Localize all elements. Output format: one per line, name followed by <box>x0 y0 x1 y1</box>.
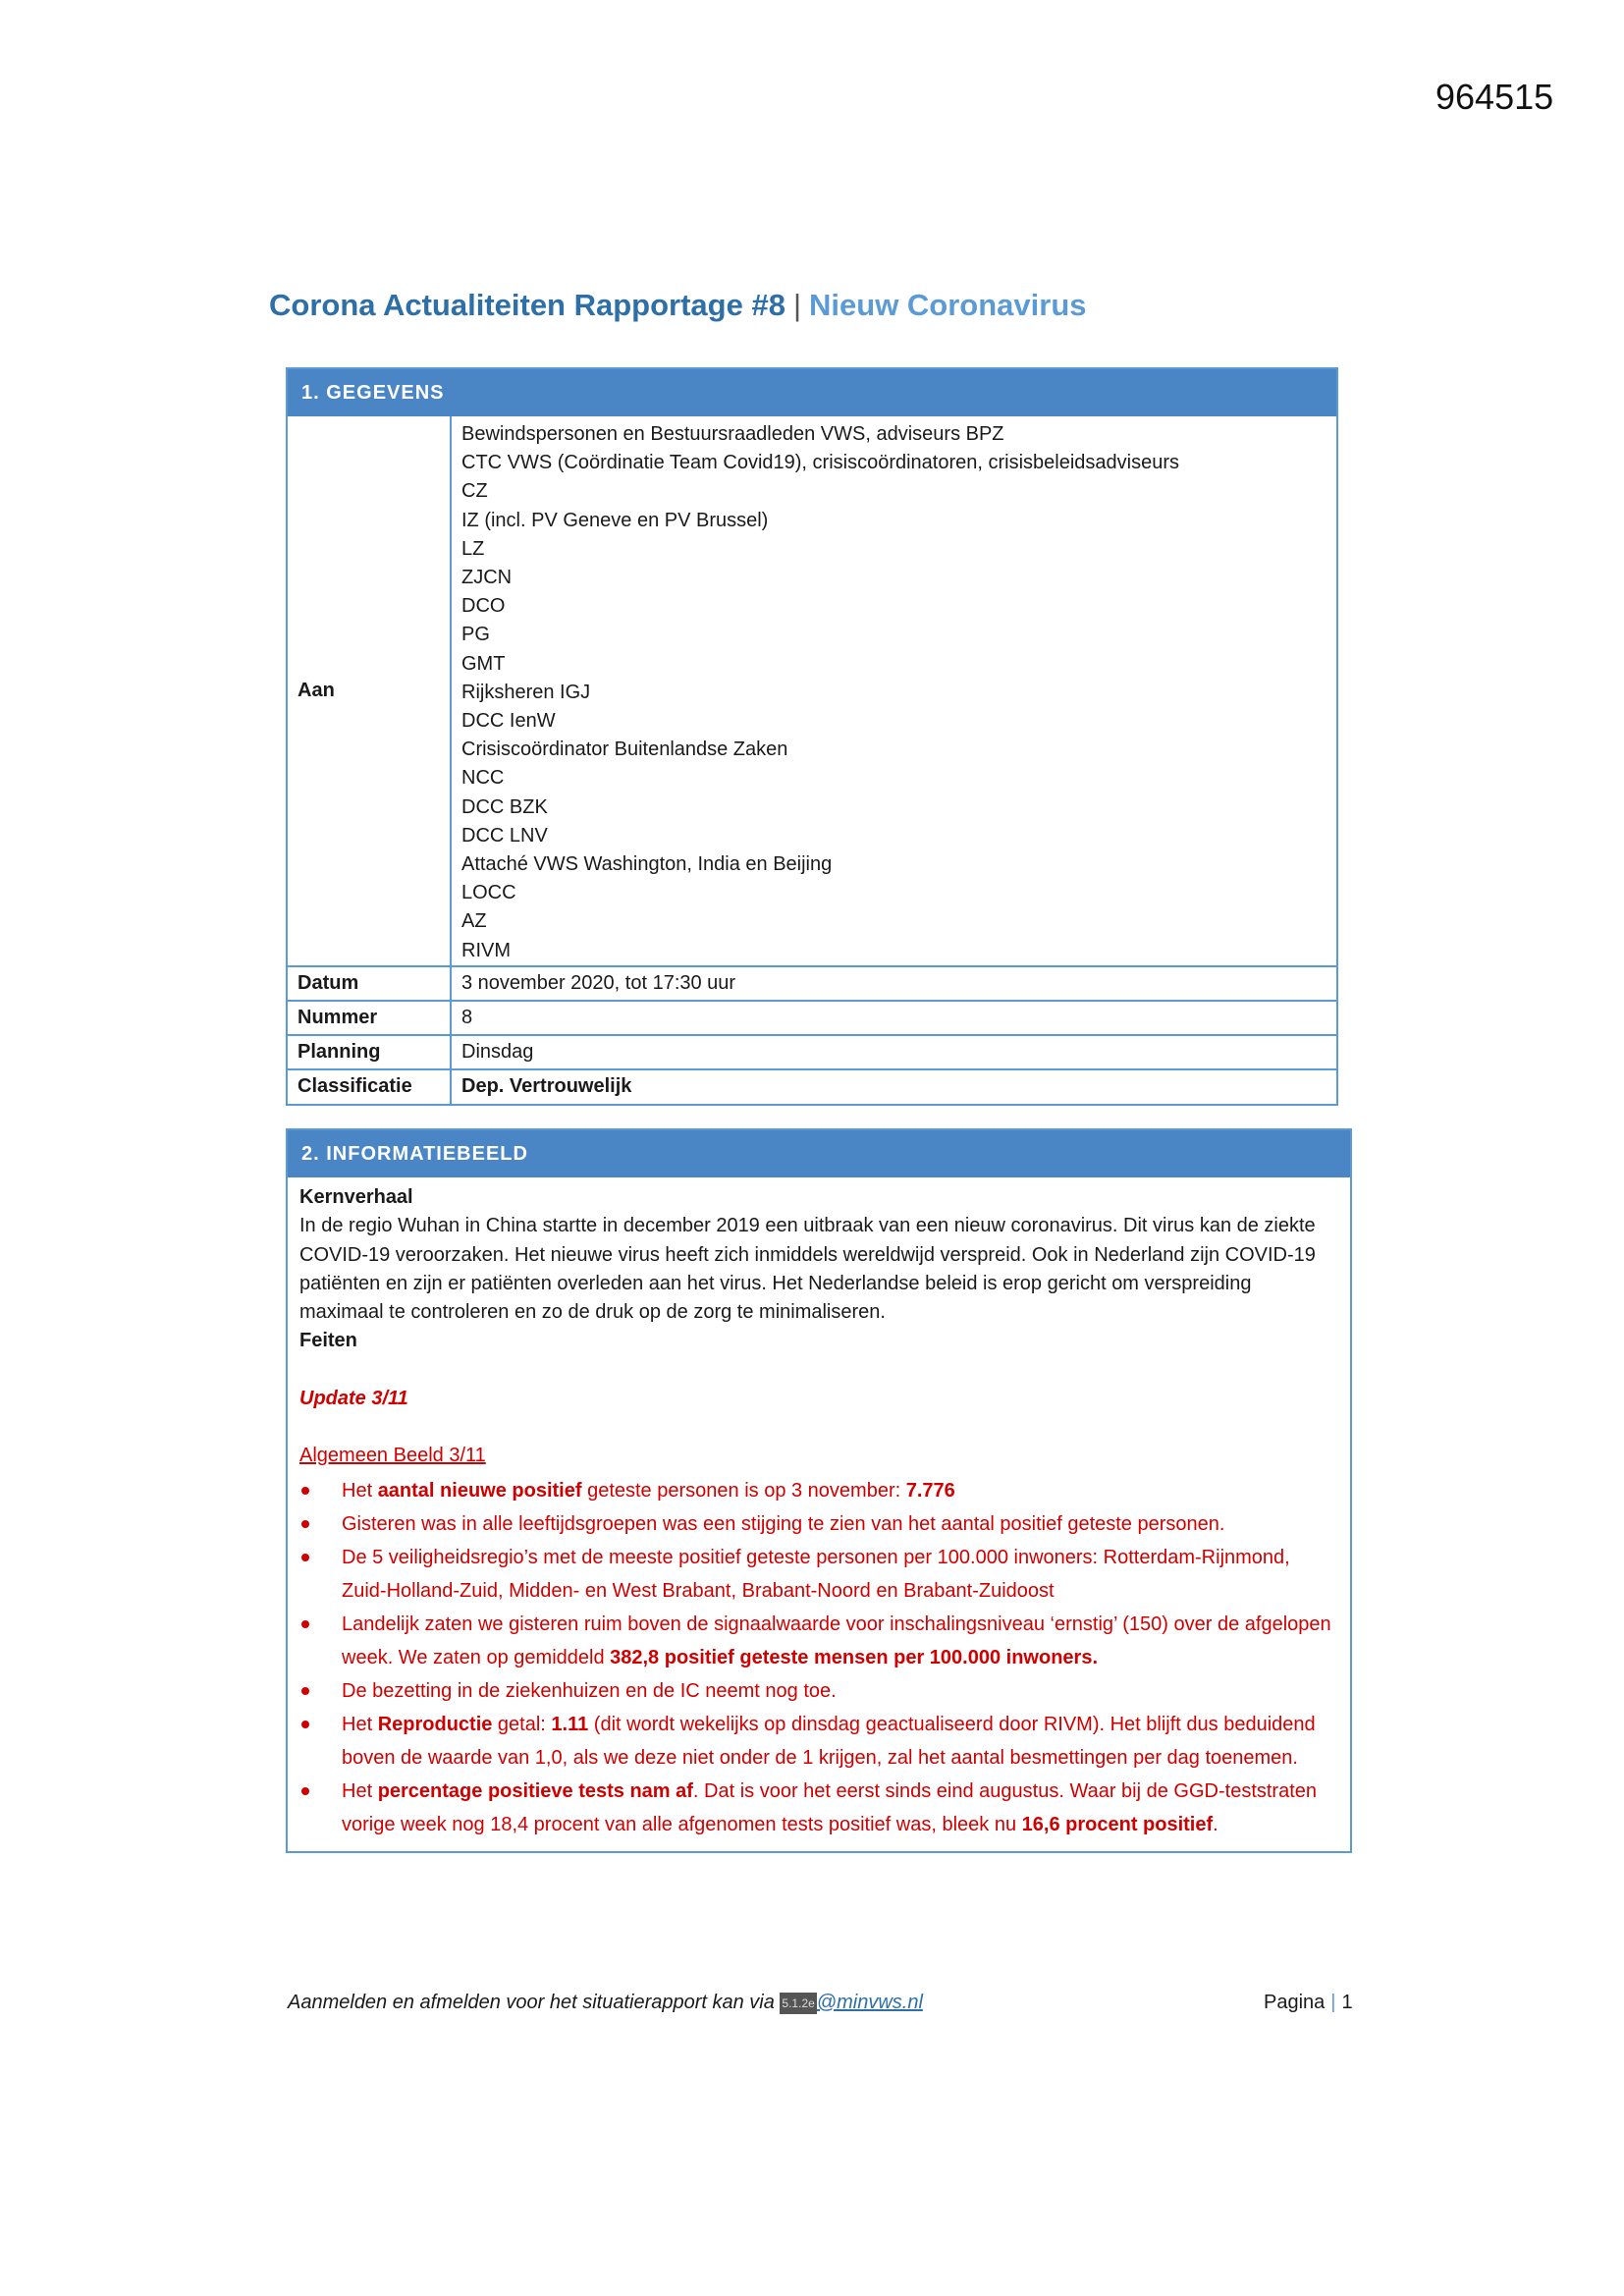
informatiebeeld-body <box>288 1177 1350 1851</box>
recipient: PG <box>461 624 490 646</box>
section-gegevens <box>286 367 1338 1106</box>
redaction-mark: 5.1.2e <box>780 1993 816 2014</box>
classificatie-label: Classificatie <box>288 1069 451 1103</box>
list-item: Landelijk zaten we gisteren ruim boven de signaalwaarde voor inschalingsniveau ‘ernstig’ (150) over de afgelopen week. We zaten op gemiddeld 382,8 positief geteste mensen per 100.000 inwoners. <box>299 1608 1338 1674</box>
recipient: RIVM <box>461 939 511 961</box>
table-row <box>288 966 1336 1001</box>
list-item: De 5 veiligheidsregio’s met de meeste positief geteste personen per 100.000 inwoners: Rotterdam-Rijnmond, Zuid-Holland-Zuid, Midden- en West Brabant, Brabant-Noord en Brabant-Zuidoost <box>299 1541 1338 1608</box>
recipient: NCC <box>461 767 505 790</box>
recipient: LOCC <box>461 882 516 904</box>
section-informatiebeeld <box>286 1128 1352 1853</box>
recipient: Crisiscoördinator Buitenlandse Zaken <box>461 738 788 761</box>
page-separator: | <box>1330 1992 1336 2013</box>
table-row <box>288 416 1336 966</box>
page-number-value: 1 <box>1341 1992 1353 2013</box>
feiten-heading: Feiten <box>299 1330 357 1352</box>
recipient: AZ <box>461 910 487 933</box>
aan-label: Aan <box>288 416 451 966</box>
page-label: Pagina <box>1264 1992 1326 2013</box>
page-number <box>1264 1992 1353 2014</box>
table-row <box>288 1035 1336 1069</box>
list-item: Het aantal nieuwe positief geteste personen is op 3 november: 7.776 <box>299 1474 1338 1507</box>
recipient: CZ <box>461 480 488 503</box>
aan-recipients <box>451 416 1336 966</box>
title-sub: Nieuw Coronavirus <box>809 288 1087 322</box>
list-item: Gisteren was in alle leeftijdsgroepen was een stijging te zien van het aantal positief geteste personen. <box>299 1507 1338 1541</box>
recipient: CTC VWS (Coördinatie Team Covid19), crisiscoördinatoren, crisisbeleidsadviseurs <box>461 452 1180 474</box>
table-row <box>288 1069 1336 1103</box>
recipient: DCC IenW <box>461 710 556 733</box>
recipient: GMT <box>461 652 506 675</box>
nummer-value: 8 <box>451 1001 1336 1035</box>
classificatie-value: Dep. Vertrouwelijk <box>451 1069 1336 1103</box>
recipient: LZ <box>461 537 485 560</box>
kernverhaal-text: In de regio Wuhan in China startte in december 2019 een uitbraak van een nieuw coronavirus. Dit virus kan de ziekte COVID-19 veroorzaken. Het nieuwe virus heeft zich inmiddels wereldwijd verspreid. Ook in Nederland zijn COVID-19 patiënten en zijn er patiënten overleden aan het virus. Het Nederlandse beleid is erop gericht om verspreiding maximaal te controleren en zo de druk op de zorg te minimaliseren. <box>299 1215 1316 1324</box>
section-informatiebeeld-header: 2. INFORMATIEBEELD <box>288 1130 1350 1177</box>
recipient: DCO <box>461 595 506 618</box>
planning-label: Planning <box>288 1035 451 1069</box>
recipient: DCC BZK <box>461 795 548 818</box>
algemeen-beeld-heading: Algemeen Beeld 3/11 <box>299 1445 486 1467</box>
datum-value: 3 november 2020, tot 17:30 uur <box>451 966 1336 1001</box>
page-title <box>269 288 1087 323</box>
title-separator: | <box>792 288 802 322</box>
document-number: 964515 <box>1435 77 1554 117</box>
table-row <box>288 1001 1336 1035</box>
feiten-list <box>299 1474 1338 1841</box>
recipient: Bewindspersonen en Bestuursraadleden VWS, adviseurs BPZ <box>461 423 1004 445</box>
section-gegevens-header: 1. GEGEVENS <box>288 369 1336 416</box>
planning-value: Dinsdag <box>451 1035 1336 1069</box>
recipient: DCC LNV <box>461 824 548 847</box>
footer-text: Aanmelden en afmelden voor het situatierapport kan via <box>288 1992 775 2013</box>
datum-label: Datum <box>288 966 451 1001</box>
nummer-label: Nummer <box>288 1001 451 1035</box>
footer-note <box>288 1992 923 2014</box>
gegevens-table <box>288 416 1336 1104</box>
list-item: Het percentage positieve tests nam af. Dat is voor het eerst sinds eind augustus. Waar bij de GGD-teststraten vorige week nog 18,4 procent van alle afgenomen tests positief was, bleek nu 16,6 procent positief. <box>299 1775 1338 1841</box>
footer-email-link[interactable]: @minvws.nl <box>816 1992 923 2013</box>
kernverhaal-heading: Kernverhaal <box>299 1186 413 1208</box>
update-heading: Update 3/11 <box>299 1387 408 1409</box>
recipient: Rijksheren IGJ <box>461 681 591 703</box>
list-item: Het Reproductie getal: 1.11 (dit wordt wekelijks op dinsdag geactualiseerd door RIVM). Het blijft dus beduidend boven de waarde van 1,0, als we deze niet onder de 1 krijgen, zal het aantal besmettingen per dag toenemen. <box>299 1708 1338 1775</box>
recipient: Attaché VWS Washington, India en Beijing <box>461 853 833 876</box>
title-main: Corona Actualiteiten Rapportage #8 <box>269 288 785 322</box>
list-item: De bezetting in de ziekenhuizen en de IC neemt nog toe. <box>299 1674 1338 1708</box>
recipient: IZ (incl. PV Geneve en PV Brussel) <box>461 509 769 531</box>
recipient: ZJCN <box>461 567 513 589</box>
